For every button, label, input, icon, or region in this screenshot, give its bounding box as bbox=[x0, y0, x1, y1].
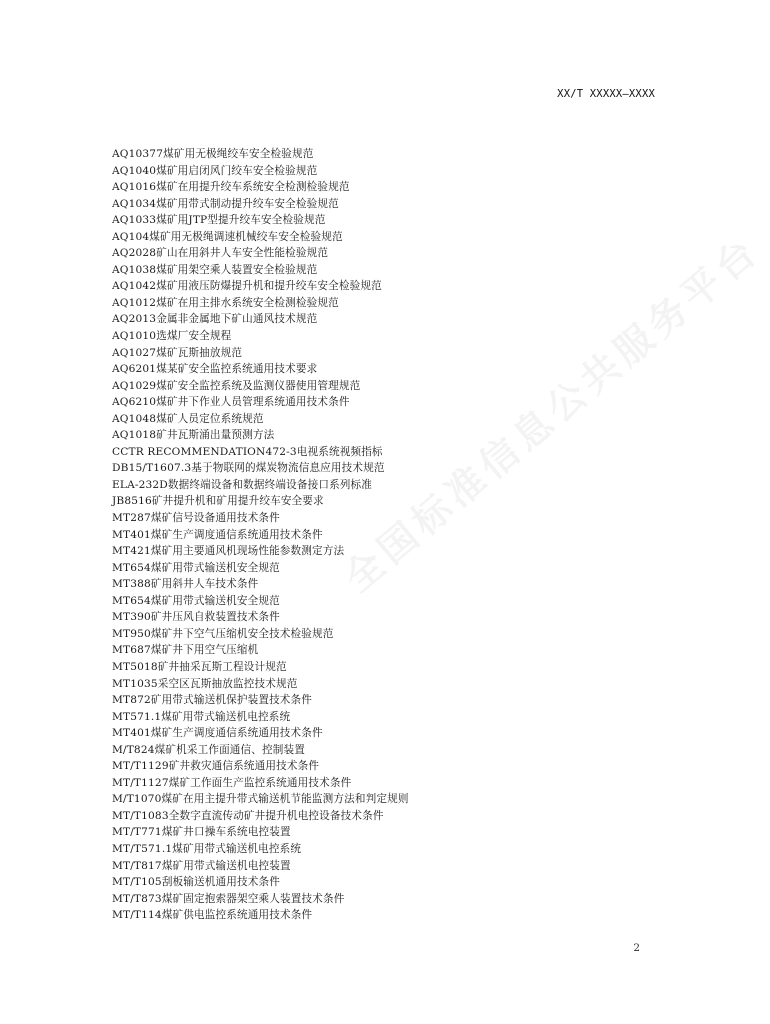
reference-item: AQ10377煤矿用无极绳绞车安全检验规范 bbox=[112, 148, 314, 160]
reference-item: MT/T817煤矿用带式输送机电控装置 bbox=[112, 859, 291, 872]
reference-item: AQ2028矿山在用斜井人车安全性能检验规范 bbox=[112, 247, 329, 260]
reference-item: AQ1018矿井瓦斯涌出量预测方法 bbox=[112, 429, 275, 442]
reference-item: DB15/T1607.3基于物联网的煤炭物流信息应用技术规范 bbox=[112, 462, 385, 475]
reference-item: MT/T873煤矿固定抱索器架空乘人装置技术条件 bbox=[112, 892, 345, 905]
reference-item: MT5018矿井抽采瓦斯工程设计规范 bbox=[112, 660, 287, 673]
reference-item: AQ2013金属非金属地下矿山通风技术规范 bbox=[112, 313, 318, 326]
reference-item: MT390矿井压风自救装置技术条件 bbox=[112, 611, 280, 624]
reference-item: MT/T571.1煤矿用带式输送机电控系统 bbox=[112, 842, 302, 855]
reference-item: JB8516矿井提升机和矿用提升绞车安全要求 bbox=[112, 495, 324, 508]
reference-item: MT/T114煤矿供电监控系统通用技术条件 bbox=[112, 909, 313, 922]
reference-item: MT/T771煤矿井口操车系统电控装置 bbox=[112, 826, 291, 839]
reference-item: M/T1070煤矿在用主提升带式输送机节能监测方法和判定规则 bbox=[112, 793, 409, 806]
reference-item: AQ1048煤矿人员定位系统规范 bbox=[112, 412, 264, 425]
reference-item: MT/T1083全数字直流传动矿井提升机电控设备技术条件 bbox=[112, 809, 384, 822]
reference-item: AQ1029煤矿安全监控系统及监测仪器使用管理规范 bbox=[112, 379, 361, 392]
reference-item: MT950煤矿井下空气压缩机安全技术检验规范 bbox=[112, 627, 334, 640]
reference-item: MT287煤矿信号设备通用技术条件 bbox=[112, 512, 280, 525]
reference-item: AQ6210煤矿井下作业人员管理系统通用技术条件 bbox=[112, 396, 350, 409]
reference-item: AQ1012煤矿在用主排水系统安全检测检验规范 bbox=[112, 296, 339, 309]
reference-item: MT571.1煤矿用带式输送机电控系统 bbox=[112, 710, 291, 723]
reference-item: AQ104煤矿用无极绳调速机械绞车安全检验规范 bbox=[112, 230, 343, 243]
reference-item: MT/T1129矿井救灾通信系统通用技术条件 bbox=[112, 760, 320, 773]
reference-item: MT872矿用带式输送机保护装置技术条件 bbox=[112, 694, 313, 707]
reference-item: AQ1010选煤厂安全规程 bbox=[112, 330, 232, 343]
reference-item: AQ1016煤矿在用提升绞车系统安全检测检验规范 bbox=[112, 181, 350, 194]
reference-list bbox=[112, 146, 632, 924]
page-number: 2 bbox=[633, 942, 640, 954]
reference-item: MT421煤矿用主要通风机现场性能参数测定方法 bbox=[112, 545, 345, 558]
reference-item: AQ1038煤矿用架空乘人装置安全检验规范 bbox=[112, 263, 318, 276]
reference-item: M/T824煤矿机采工作面通信、控制装置 bbox=[112, 743, 306, 756]
document-code: XX/T XXXXX—XXXX bbox=[557, 88, 655, 100]
reference-item: MT/T105刮板输送机通用技术条件 bbox=[112, 876, 280, 889]
reference-item: MT654煤矿用带式输送机安全规范 bbox=[112, 561, 280, 574]
reference-item: AQ1033煤矿用JTP型提升绞车安全检验规范 bbox=[112, 214, 326, 227]
reference-item: AQ6201煤某矿安全监控系统通用技术要求 bbox=[112, 363, 318, 376]
reference-item: AQ1042煤矿用液压防爆提升机和提升绞车安全检验规范 bbox=[112, 280, 382, 293]
reference-item: AQ1027煤矿瓦斯抽放规范 bbox=[112, 346, 243, 359]
header-divider bbox=[112, 107, 655, 108]
reference-item: MT/T1127煤矿工作面生产监控系统通用技术条件 bbox=[112, 776, 352, 789]
reference-item: AQ1034煤矿用带式制动提升绞车安全检验规范 bbox=[112, 197, 339, 210]
reference-item: MT401煤矿生产调度通信系统通用技术条件 bbox=[112, 528, 323, 541]
reference-item: MT401煤矿生产调度通信系统通用技术条件 bbox=[112, 727, 323, 740]
reference-item: MT654煤矿用带式输送机安全规范 bbox=[112, 594, 280, 607]
reference-item: MT1035采空区瓦斯抽放监控技术规范 bbox=[112, 677, 298, 690]
reference-item: CCTR RECOMMENDATION472-3电视系统视频指标 bbox=[112, 445, 383, 458]
reference-item: AQ1040煤矿用启闭风门绞车安全检验规范 bbox=[112, 164, 318, 177]
reference-item: ELA-232D数据终端设备和数据终端设备接口系列标准 bbox=[112, 478, 373, 491]
reference-item: MT388矿用斜井人车技术条件 bbox=[112, 578, 259, 591]
reference-item: MT687煤矿井下用空气压缩机 bbox=[112, 644, 259, 657]
watermark: 全国标准信息公共服务平台 bbox=[335, 227, 769, 601]
